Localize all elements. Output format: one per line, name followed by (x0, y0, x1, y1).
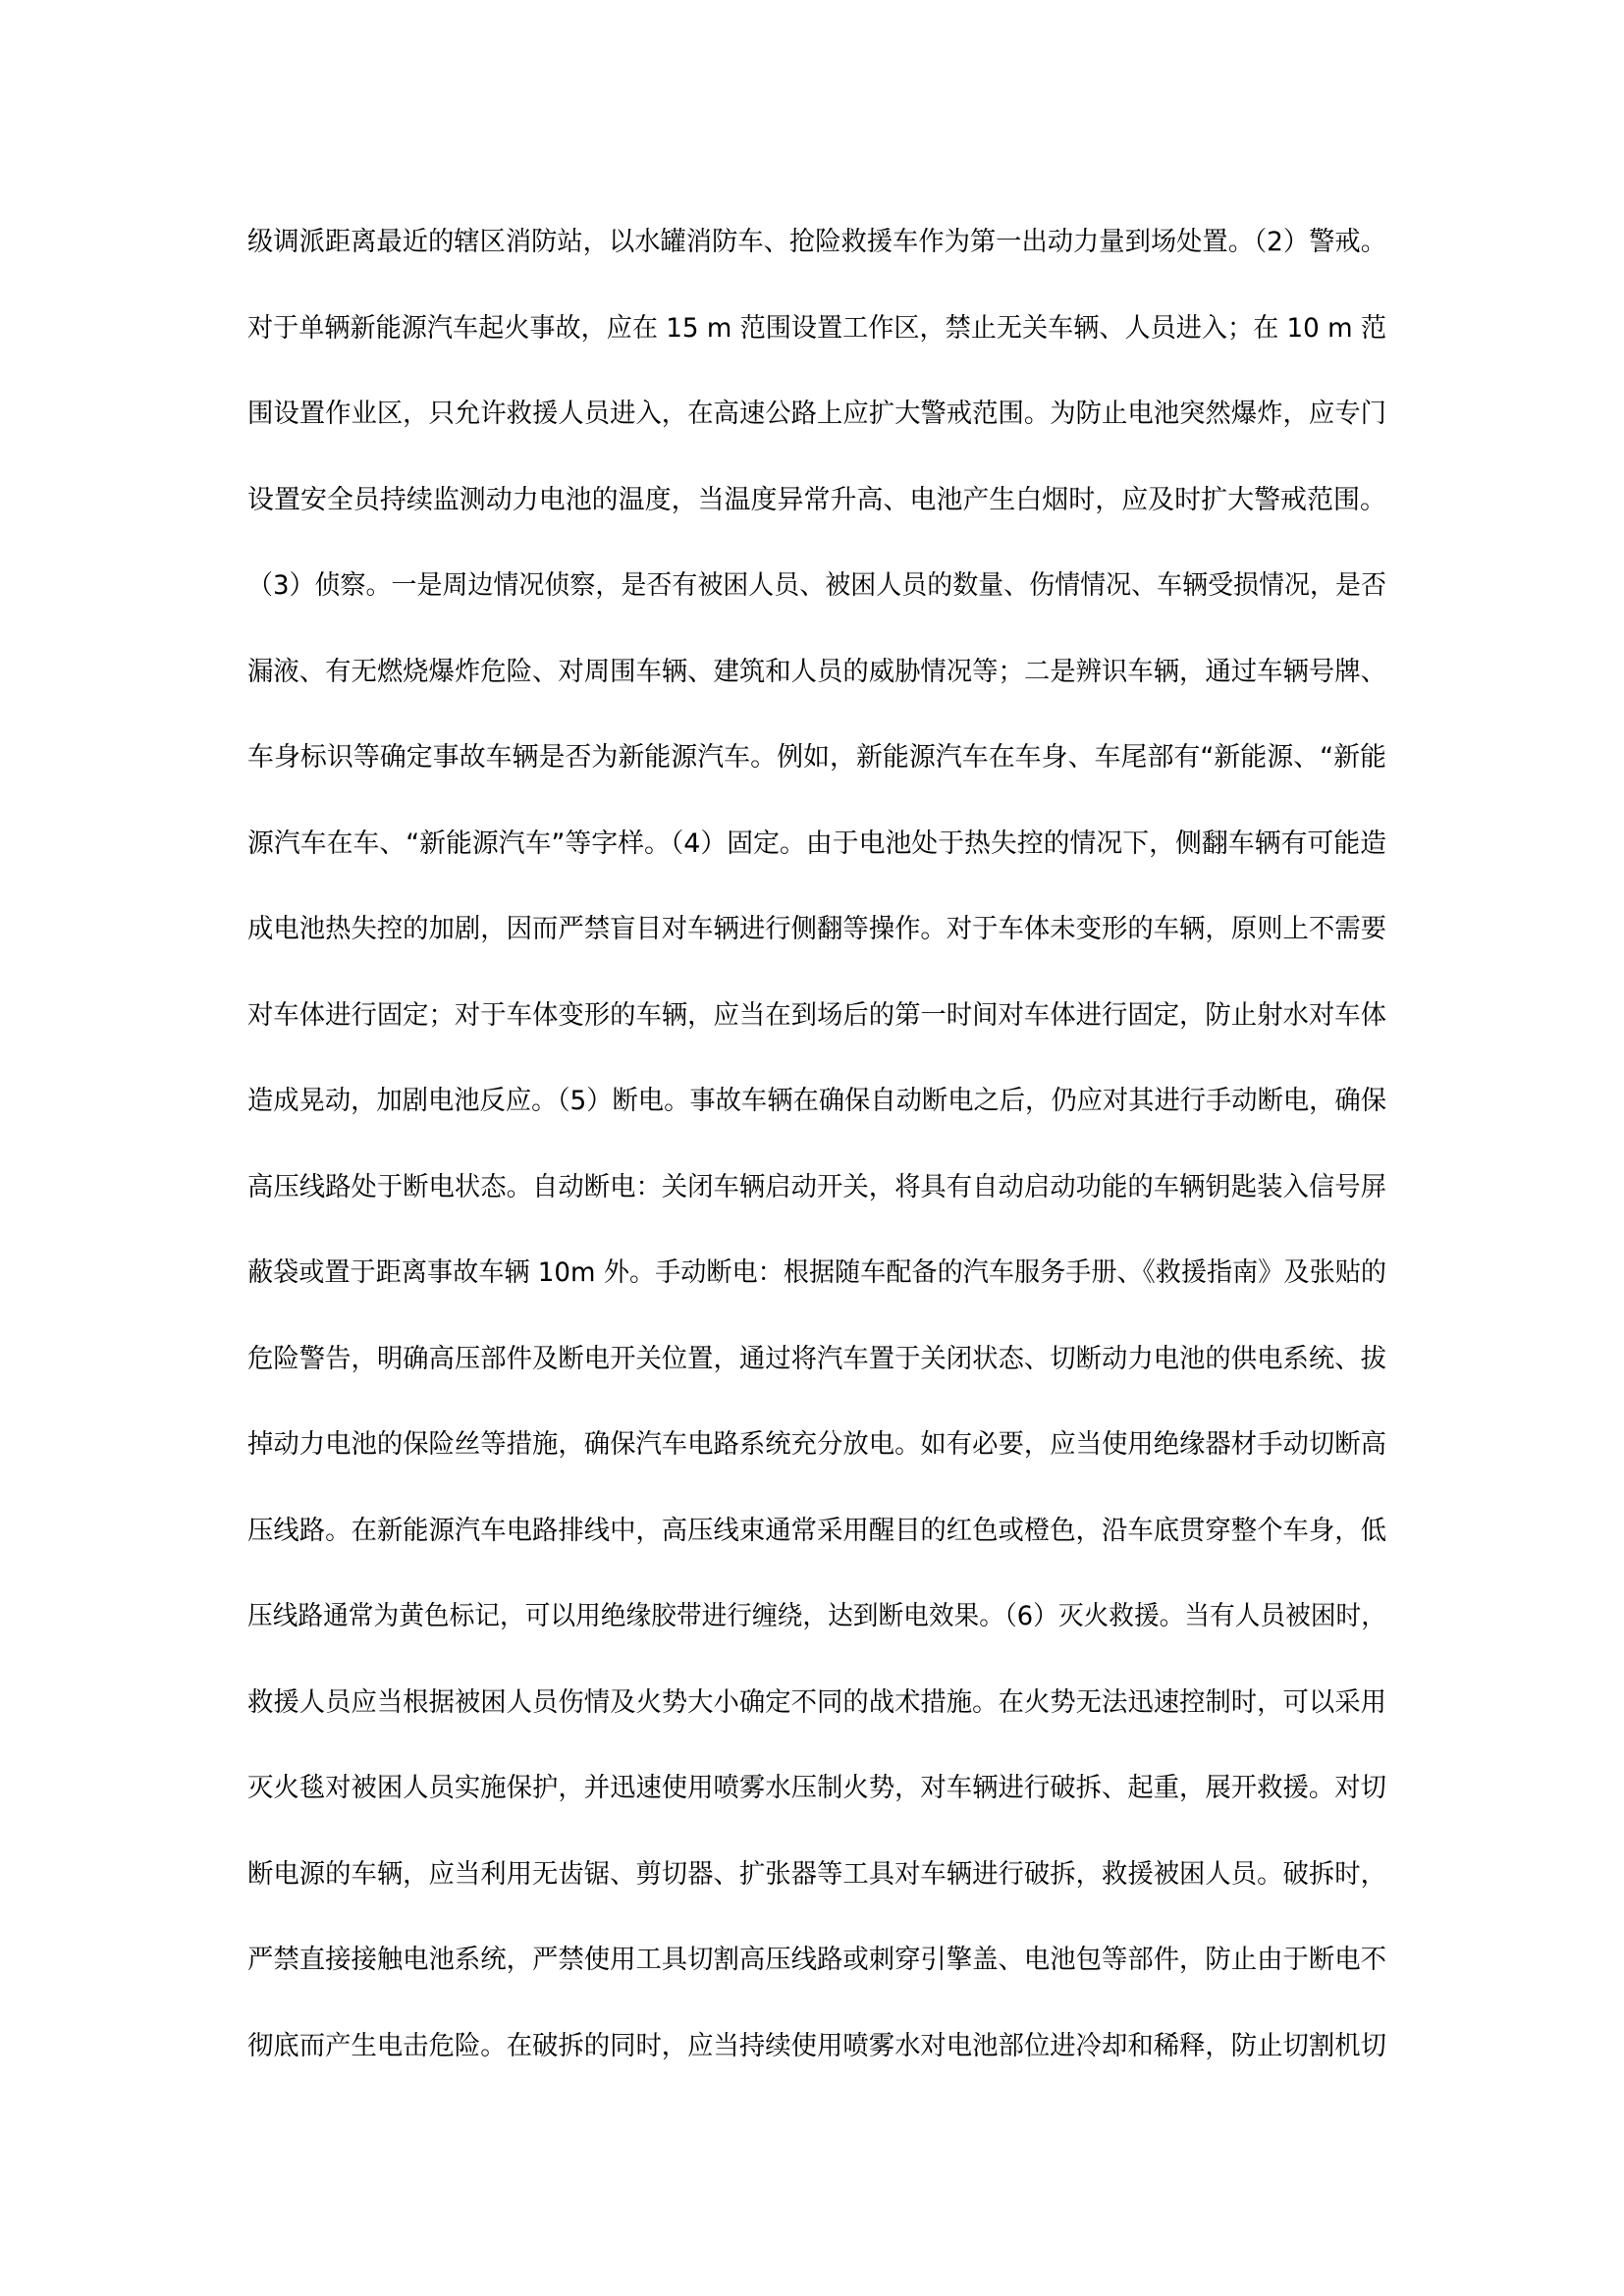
text-line: 压线路通常为黄色标记，可以用绝缘胶带进行缠绕，达到断电效果。（6）灭火救援。当有人员被困时， (247, 1601, 1386, 1631)
text-line: 掉动力电池的保险丝等措施，确保汽车电路系统充分放电。如有必要，应当使用绝缘器材手动切断高 (247, 1429, 1386, 1460)
text-line: 对于单辆新能源汽车起火事故，应在 15 m 范围设置工作区，禁止无关车辆、人员进入；在 10 m 范 (247, 312, 1386, 344)
body-text (247, 218, 1386, 2108)
text-line: （3）侦察。一是周边情况侦察，是否有被困人员、被困人员的数量、伤情情况、车辆受损情况，是否 (247, 570, 1386, 601)
text-line: 对车体进行固定；对于车体变形的车辆，应当在到场后的第一时间对车体进行固定，防止射水对车体 (247, 999, 1386, 1031)
text-line: 压线路。在新能源汽车电路排线中，高压线束通常采用醒目的红色或橙色，沿车底贯穿整个车身，低 (247, 1515, 1386, 1546)
text-line: 严禁直接接触电池系统，严禁使用工具切割高压线路或刺穿引擎盖、电池包等部件，防止由于断电不 (247, 1945, 1386, 1975)
text-line: 蔽袋或置于距离事故车辆 10m 外。手动断电：根据随车配备的汽车服务手册、《救援指南》及张贴的 (247, 1257, 1386, 1288)
text-line: 源汽车在车、“新能源汽车”等字样。（4）固定。由于电池处于热失控的情况下，侧翻车辆有可能造 (247, 828, 1386, 859)
text-line: 彻底而产生电击危险。在破拆的同时，应当持续使用喷雾水对电池部位进冷却和稀释，防止切割机切 (247, 2030, 1386, 2061)
text-line: 围设置作业区，只允许救援人员进入，在高速公路上应扩大警戒范围。为防止电池突然爆炸，应专门 (247, 399, 1386, 429)
text-line: 救援人员应当根据被困人员伤情及火势大小确定不同的战术措施。在火势无法迅速控制时，可以采用 (247, 1686, 1386, 1718)
text-line: 设置安全员持续监测动力电池的温度，当温度异常升高、电池产生白烟时，应及时扩大警戒范围。 (247, 484, 1386, 515)
text-line: 高压线路处于断电状态。自动断电：关闭车辆启动开关，将具有自动启动功能的车辆钥匙装入信号屏 (247, 1171, 1386, 1202)
text-line: 危险警告，明确高压部件及断电开关位置，通过将汽车置于关闭状态、切断动力电池的供电系统、拔 (247, 1343, 1386, 1374)
text-line: 灭火毯对被困人员实施保护，并迅速使用喷雾水压制火势，对车辆进行破拆、起重，展开救援。对切 (247, 1773, 1386, 1803)
text-line: 成电池热失控的加剧，因而严禁盲目对车辆进行侧翻等操作。对于车体未变形的车辆，原则上不需要 (247, 914, 1386, 944)
text-line: 车身标识等确定事故车辆是否为新能源汽车。例如，新能源汽车在车身、车尾部有“新能源、“新能 (247, 742, 1387, 773)
text-line: 漏液、有无燃烧爆炸危险、对周围车辆、建筑和人员的威胁情况等；二是辨识车辆，通过车辆号牌、 (247, 656, 1386, 687)
text-line: 造成晃动，加剧电池反应。（5）断电。事故车辆在确保自动断电之后，仍应对其进行手动断电，确保 (247, 1086, 1386, 1116)
text-line: 级调派距离最近的辖区消防站，以水罐消防车、抢险救援车作为第一出动力量到场处置。（2）警戒。 (247, 227, 1386, 257)
text-line: 断电源的车辆，应当利用无齿锯、剪切器、扩张器等工具对车辆进行破拆，救援被困人员。破拆时， (247, 1858, 1386, 1890)
